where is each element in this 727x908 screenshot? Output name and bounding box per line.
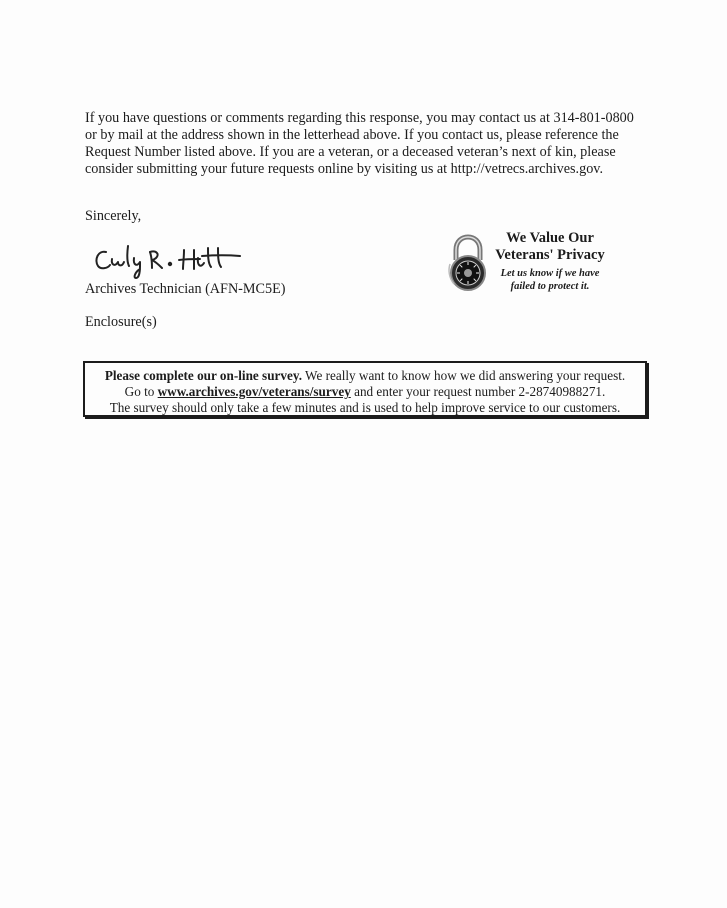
paragraph-line: If you have questions or comments regarding this response, you may contact us at 314-801-0800 bbox=[85, 110, 634, 126]
signer-title: Archives Technician (AFN-MC5E) bbox=[85, 281, 286, 297]
handwritten-signature bbox=[90, 238, 250, 280]
enclosure-note: Enclosure(s) bbox=[85, 314, 157, 330]
privacy-heading-line: We Value Our bbox=[506, 230, 594, 246]
closing-salutation: Sincerely, bbox=[85, 208, 142, 224]
paragraph-line: consider submitting your future requests online by visiting us at http://vetrecs.archives.gov. bbox=[85, 161, 604, 177]
privacy-tagline-line: Let us know if we have bbox=[500, 268, 600, 279]
survey-line-3: The survey should only take a few minutes and is used to help improve service to our customers. bbox=[109, 400, 621, 415]
paragraph-line: or by mail at the address shown in the letterhead above. If you contact us, please reference the bbox=[85, 127, 619, 143]
survey-link[interactable]: www.archives.gov/veterans/survey bbox=[157, 384, 351, 399]
survey-lead: Please complete our on-line survey. bbox=[104, 368, 302, 383]
privacy-badge bbox=[446, 228, 616, 298]
privacy-heading bbox=[484, 230, 616, 264]
privacy-tagline-line: failed to protect it. bbox=[510, 281, 590, 292]
survey-line-2 bbox=[85, 384, 645, 400]
survey-notice-box bbox=[83, 361, 647, 417]
survey-line-2-prefix: Go to bbox=[124, 384, 158, 399]
paragraph-line: Request Number listed above. If you are a veteran, or a deceased veteran’s next of kin, please bbox=[85, 144, 616, 160]
survey-line-2-suffix: and enter your request number 2-28740988271. bbox=[350, 384, 606, 399]
privacy-tagline bbox=[494, 267, 606, 293]
survey-line-1-text: We really want to know how we did answering your request. bbox=[302, 368, 626, 383]
privacy-heading-line: Veterans' Privacy bbox=[495, 247, 605, 263]
survey-line-1 bbox=[85, 368, 645, 384]
contact-paragraph bbox=[85, 110, 665, 178]
